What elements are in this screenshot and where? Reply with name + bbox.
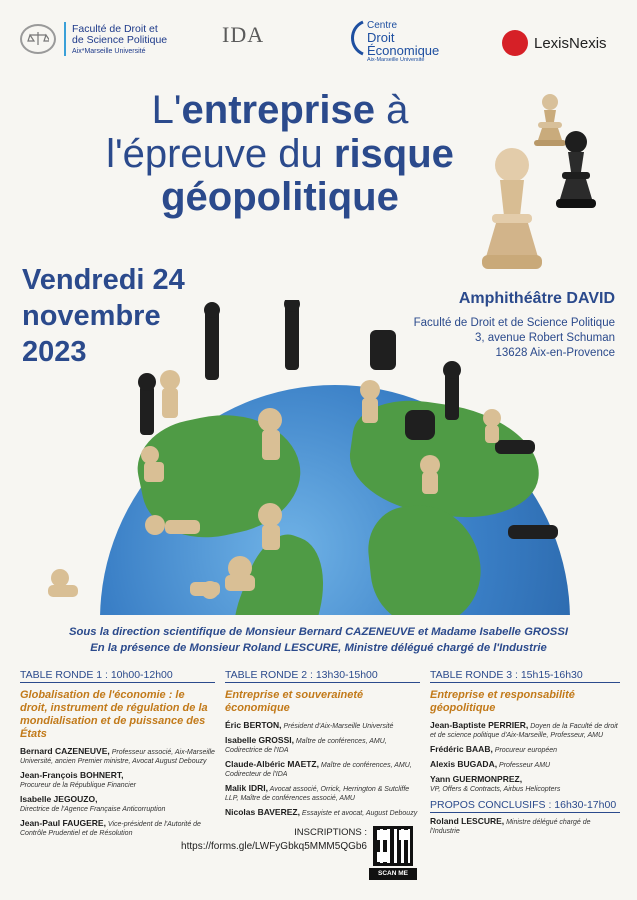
speaker-name: Roland LESCURE, [430, 816, 505, 826]
venue-name: Amphithéâtre DAVID [458, 290, 615, 307]
title-line-1 [60, 88, 500, 132]
faculte-university: Aix*Marseille Université [72, 47, 146, 55]
logo-divider [64, 22, 66, 56]
venue-line-3: 13628 Aix-en-Provence [495, 347, 615, 359]
speaker-name: Jean-François BOHNERT, [20, 770, 124, 780]
faculte-line-1: Faculté de Droit et [72, 22, 158, 35]
faculte-text [72, 24, 167, 55]
table-ronde-3 [430, 669, 620, 841]
speaker-role: Maître de conférences, AMU, Codirectrice de l'IDA [225, 738, 387, 754]
event-venue [414, 290, 615, 361]
table-ronde-3-head: TABLE RONDE 3 : 15h15-16h30 [430, 669, 620, 683]
table-ronde-1 [20, 669, 215, 843]
cde-line-1: Centre [367, 19, 398, 31]
speaker [430, 760, 620, 770]
speaker-role: Procureur européen [492, 747, 558, 754]
event-title [60, 88, 500, 218]
speaker [430, 775, 620, 794]
speaker-role: Professeur associé, Aix-Marseille Université, ancien Premier ministre, Avocat August Debouzy [20, 749, 215, 765]
table-ronde-2 [225, 669, 420, 823]
speaker-name: Alexis BUGADA, [430, 759, 498, 769]
title-l1-bold: entreprise [181, 88, 375, 132]
speaker-role: VP, Offers & Contracts, Airbus Helicopters [430, 786, 561, 793]
date-line-1: Vendredi 24 [22, 264, 185, 296]
title-l2-pre: l'épreuve du [106, 132, 334, 176]
speaker-role: Maître de conférences, AMU, Codirecteur de l'IDA [225, 762, 412, 778]
title-l2-bold: risque [333, 132, 454, 176]
speaker-role: Procureur de la République Financier [20, 782, 136, 789]
speaker-role: Vice-président de l'Autorité de Contrôle Prudentiel et de Résolution [20, 821, 201, 837]
speaker [20, 771, 215, 790]
inscriptions-url[interactable]: https://forms.gle/LWFyGbkq5MMM5QGb6 [181, 841, 367, 852]
table-ronde-2-theme: Entreprise et souveraineté économique [225, 689, 364, 714]
ida-mark: IDA [222, 22, 265, 47]
venue-line-2: 3, avenue Robert Schuman [474, 332, 615, 344]
speaker [225, 721, 420, 731]
title-l1-pre: L' [151, 88, 182, 132]
speaker-name: Claude-Albéric MAETZ, [225, 759, 319, 769]
speaker [430, 817, 620, 836]
speaker-name: Nicolas BAVEREZ, [225, 807, 300, 817]
table-ronde-1-head: TABLE RONDE 1 : 10h00-12h00 [20, 669, 215, 683]
cde-line-3: Économique [367, 42, 440, 58]
swoosh-icon [347, 20, 365, 63]
speaker-name: Malik IDRI, [225, 783, 268, 793]
speaker [225, 808, 420, 818]
ida-text [222, 22, 264, 48]
scan-me-label: SCAN ME [369, 868, 417, 880]
speaker [430, 721, 620, 740]
speaker [225, 784, 420, 803]
venue-line-1: Faculté de Droit et de Science Politique [413, 317, 615, 329]
speaker-name: Jean-Paul FAUGERE, [20, 818, 106, 828]
speaker [225, 760, 420, 779]
cde-text [367, 21, 439, 63]
speaker-name: Éric BERTON, [225, 720, 282, 730]
speaker [225, 736, 420, 755]
cde-line-2: Droit [367, 29, 395, 45]
speaker-name: Isabelle GROSSI, [225, 735, 294, 745]
date-line-2: novembre [22, 300, 161, 332]
inscriptions-label: INSCRIPTIONS : [294, 827, 367, 838]
speaker-role: Président d'Aix-Marseille Université [281, 723, 394, 730]
speaker-name: Jean-Baptiste PERRIER, [430, 720, 529, 730]
title-line-3: géopolitique [161, 175, 399, 219]
table-ronde-2-head: TABLE RONDE 2 : 13h30-15h00 [225, 669, 420, 683]
lexisnexis-text: LexisNexis [534, 34, 607, 52]
conclusion-head: PROPOS CONCLUSIFS : 16h30-17h00 [430, 799, 620, 813]
title-line-2 [60, 132, 500, 176]
speaker-name: Bernard CAZENEUVE, [20, 746, 110, 756]
lexisnexis-dot-icon [502, 30, 528, 56]
table-ronde-3-theme: Entreprise et responsabilité géopolitique [430, 689, 575, 714]
speaker-role: Avocat associé, Orrick, Herrington & Sutcliffe LLP, Maître de conférences associé, AMU [225, 786, 410, 802]
scientific-direction [0, 624, 637, 656]
direction-line-2: En la présence de Monsieur Roland LESCURE, Ministre délégué chargé de l'Industrie [90, 642, 547, 654]
lexisnexis-logo [502, 30, 607, 56]
qr-code-finder [373, 826, 413, 866]
pawns-icon [478, 90, 608, 275]
speaker [430, 745, 620, 755]
centre-droit-economique-logo [347, 20, 439, 63]
speaker-role: Directrice de l'Agence Française Anticorruption [20, 806, 166, 813]
speaker-role: Doyen de la Faculté de droit et de science politique d'Aix-Marseille, Professeur, AMU [430, 723, 618, 739]
ida-logo [222, 22, 264, 48]
speaker-role: Professeur AMU [497, 762, 551, 769]
title-l1-post: à [374, 88, 409, 132]
speaker-name: Isabelle JEGOUZO, [20, 794, 98, 804]
speaker-name: Frédéric BAAB, [430, 744, 493, 754]
faculte-logo [20, 22, 167, 56]
direction-line-1: Sous la direction scientifique de Monsieur Bernard CAZENEUVE et Madame Isabelle GROSSI [68, 626, 569, 638]
logo-row [0, 0, 637, 70]
speaker [20, 795, 215, 814]
speaker [20, 747, 215, 766]
table-ronde-1-theme: Globalisation de l'économie : le droit, instrument de régulation de la mondialisation et de puissance des États [20, 689, 208, 740]
cde-university: Aix-Marseille Université [367, 56, 425, 63]
date-line-3: 2023 [22, 336, 87, 368]
speaker-name: Yann GUERMONPREZ, [430, 774, 523, 784]
inscriptions [181, 826, 367, 854]
speaker-role: Ministre délégué chargé de l'Industrie [430, 819, 591, 835]
faculte-line-2: de Science Politique [72, 33, 168, 46]
scales-icon [20, 24, 56, 54]
speaker-role: Essayiste et avocat, August Debouzy [299, 810, 418, 817]
